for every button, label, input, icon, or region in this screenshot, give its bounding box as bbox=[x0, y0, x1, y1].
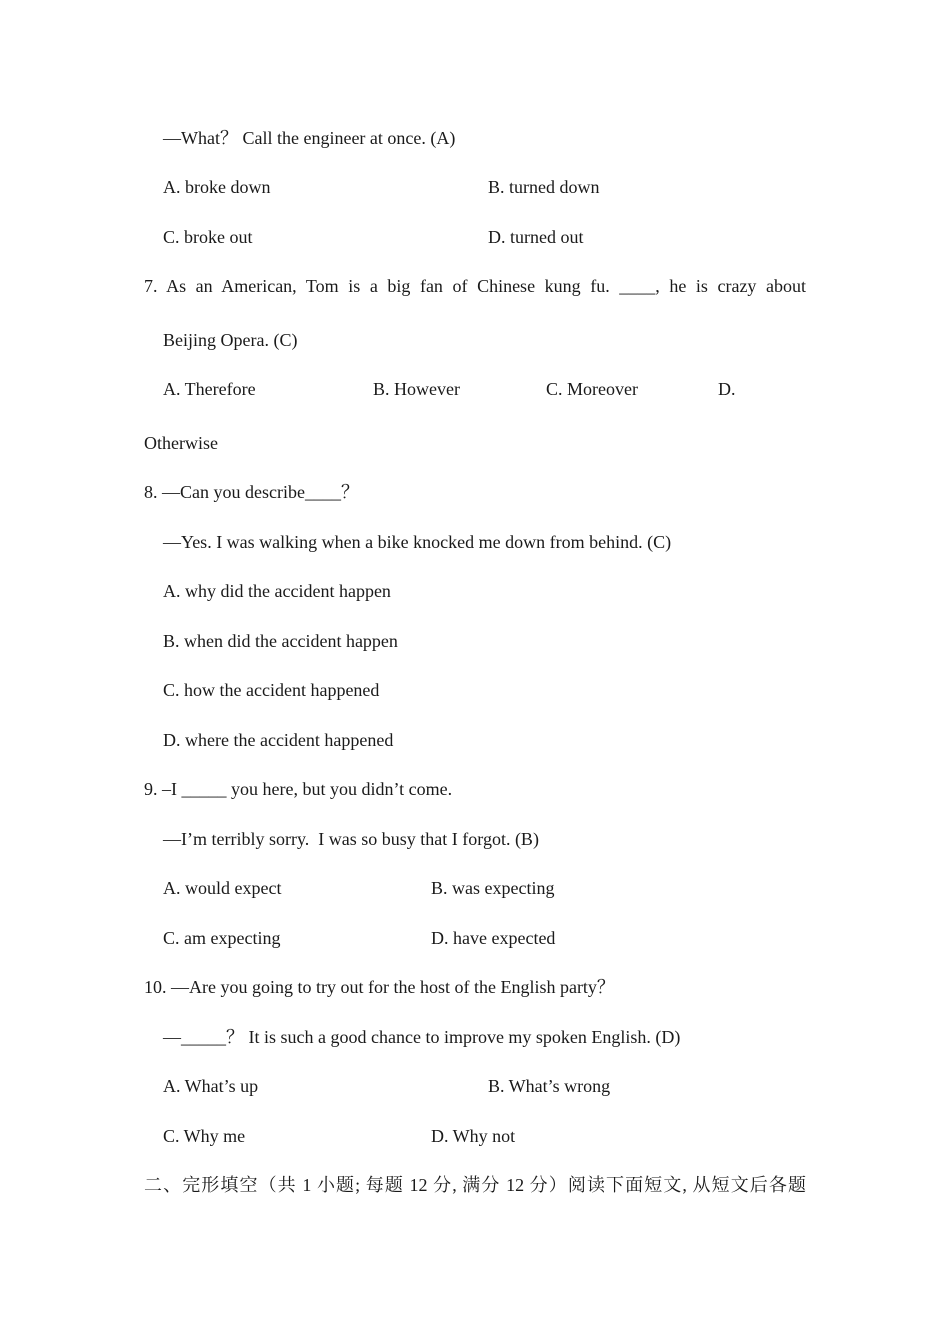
q9-option-a: A. would expect bbox=[163, 878, 282, 898]
q9-reply: —I’m terribly sorry. I was so busy that I forgot. (B) bbox=[163, 829, 539, 849]
q10-option-a: A. What’s up bbox=[163, 1076, 259, 1096]
q10-option-c: C. Why me bbox=[163, 1126, 246, 1146]
q6-option-b: B. turned down bbox=[488, 177, 600, 197]
q8-option-c: C. how the accident happened bbox=[163, 680, 380, 700]
q6-reply: —What？ Call the engineer at once. (A) bbox=[163, 128, 456, 148]
q10-option-b: B. What’s wrong bbox=[488, 1076, 611, 1096]
q9-option-b: B. was expecting bbox=[431, 878, 555, 898]
q9-option-c: C. am expecting bbox=[163, 928, 281, 948]
section2-heading: 二、完形填空（共 1 小题; 每题 12 分, 满分 12 分）阅读下面短文, 从短文后各题 bbox=[144, 1175, 806, 1195]
q7-option-d-text: Otherwise bbox=[144, 433, 218, 453]
q9-stem: 9. –I _____ you here, but you didn’t come. bbox=[144, 779, 453, 799]
q7-option-b: B. However bbox=[373, 379, 460, 399]
q6-option-a: A. broke down bbox=[163, 177, 271, 197]
q7-option-d: D. bbox=[718, 379, 736, 399]
q7-option-c: C. Moreover bbox=[546, 379, 638, 399]
q7-stem-line1: 7. As an American, Tom is a big fan of Chinese kung fu. ____, he is crazy about bbox=[144, 276, 806, 296]
q6-option-d: D. turned out bbox=[488, 227, 584, 247]
q9-option-d: D. have expected bbox=[431, 928, 556, 948]
q8-option-a: A. why did the accident happen bbox=[163, 581, 391, 601]
q6-option-c: C. broke out bbox=[163, 227, 253, 247]
q7-option-a: A. Therefore bbox=[163, 379, 256, 399]
q8-option-b: B. when did the accident happen bbox=[163, 631, 398, 651]
q8-reply: —Yes. I was walking when a bike knocked me down from behind. (C) bbox=[163, 532, 672, 552]
q8-stem: 8. —Can you describe____？ bbox=[144, 482, 359, 502]
q10-option-d: D. Why not bbox=[431, 1126, 516, 1146]
q10-reply: —_____？ It is such a good chance to improve my spoken English. (D) bbox=[163, 1027, 681, 1047]
q8-option-d: D. where the accident happened bbox=[163, 730, 394, 750]
q10-stem: 10. —Are you going to try out for the host of the English party？ bbox=[144, 977, 615, 997]
q7-stem-line2: Beijing Opera. (C) bbox=[163, 330, 298, 350]
